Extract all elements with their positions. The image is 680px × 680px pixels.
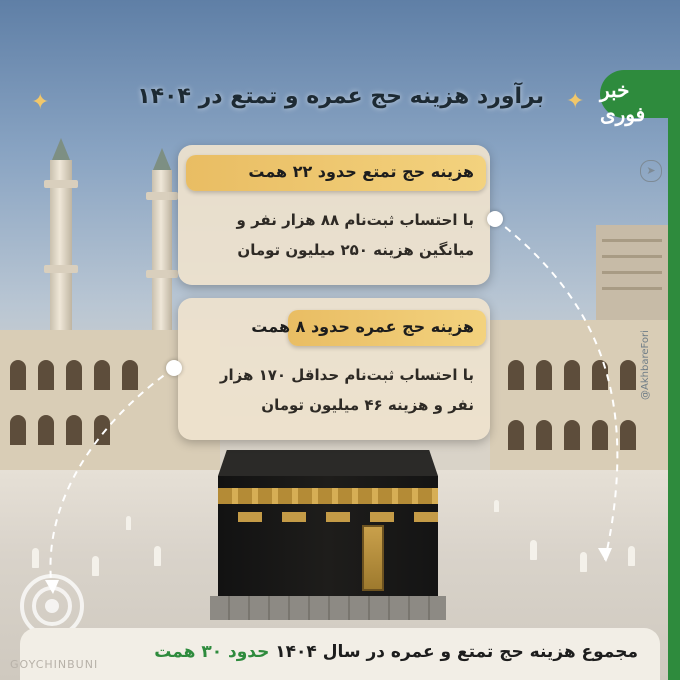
card-line: میانگین هزینه ۲۵۰ میلیون تومان [237,241,474,259]
watermark-text: GOYCHINBUNI [10,658,99,671]
card-heading: هزینه حج تمتع حدود ۲۲ همت [248,162,474,181]
summary-prefix: مجموع هزینه حج تمتع و عمره در سال ۱۴۰۴ [275,642,638,662]
umrah-card [178,298,490,440]
page-title: برآورد هزینه حج عمره و تمتع در ۱۴۰۴ [137,84,544,109]
card-heading-pill [251,310,486,346]
hajj-tamattu-card [178,145,490,285]
four-point-star-icon: ✦ [566,89,585,114]
connector-dot [166,360,182,376]
summary-footer [20,628,660,680]
brand-logo [600,70,680,126]
card-heading-pill [186,155,486,191]
side-accent-bar [668,118,680,680]
card-heading: هزینه حج عمره حدود ۸ همت [251,317,474,336]
channel-handle: @AkhbareFori [640,330,651,400]
telegram-icon: ➤ [640,160,662,182]
connector-dot [487,211,503,227]
card-body [188,205,474,265]
card-line: با احتساب ثبت‌نام حداقل ۱۷۰ هزار [219,366,474,384]
four-point-star-icon: ✦ [31,90,50,115]
card-body [188,360,474,420]
brand-logo-text: خبر فوری [600,78,646,126]
card-line: با احتساب ثبت‌نام ۸۸ هزار نفر و [236,211,474,229]
summary-text [154,642,638,662]
card-line: نفر و هزینه ۴۶ میلیون تومان [261,396,474,414]
summary-highlight: حدود ۳۰ همت [154,642,270,662]
